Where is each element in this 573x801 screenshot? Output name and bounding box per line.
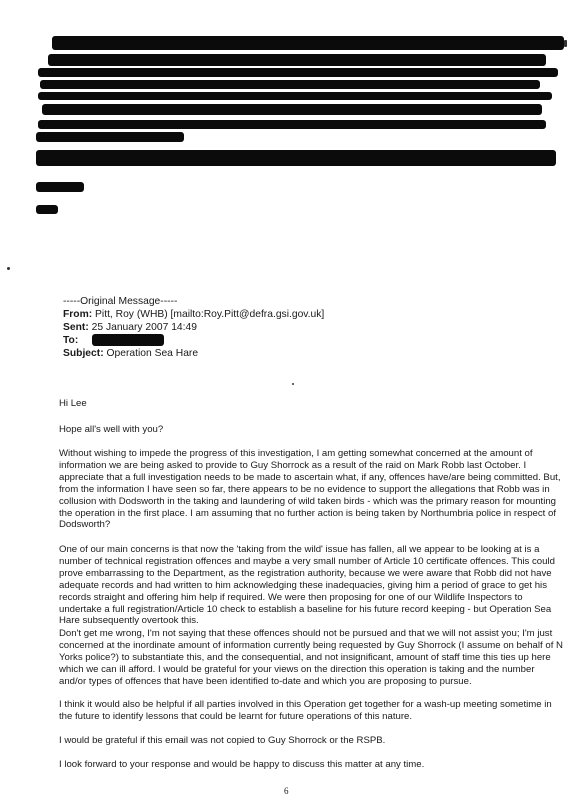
hope-line: Hope all's well with you? [59,424,164,435]
redaction-bar [52,36,564,50]
paragraph-4: I think it would also be helpful if all parties involved in this Operation get together for a wash-up meeting sometime in the future to identify lessons that could be learnt for future operations of this nature. [59,699,552,722]
redaction-bar [40,80,540,89]
redaction-bar [38,120,546,129]
scan-speck [292,383,294,385]
paragraph-3: Don't get me wrong, I'm not saying that these offences should not be pursued and that we will not assist you; I'm just concerned at the inordinate amount of information currently being requested by Guy Shorrock (I assume on behalf of N Yorks police?) to substantiate this, and the consequential, and not insignificant, amount of staff time this ties up here which we can ill afford. I would be grateful for your views on the direction this operation is taking and the number and/or types of offences that have been identified to-date and which you are proposing to pursue. [59,628,563,687]
redaction-bar [36,182,84,192]
redaction-bar [38,68,558,77]
from-label: From: [63,309,93,320]
subject-line [63,347,198,360]
scan-speck [7,267,10,270]
paragraph-6: I look forward to your response and would be happy to discuss this matter at any time. [59,759,425,770]
redaction-bar [36,205,58,214]
sent-label: Sent: [63,322,89,333]
to-redaction [92,334,164,346]
paragraph-1: Without wishing to impede the progress of this investigation, I am getting somewhat concerned at the amount of information we are being asked to provide to Guy Shorrock as a result of the raid on Mark Robb last October. I appreciate that a full investigation needs to be made to ascertain what, if any, offences have/are being committed. But, from the information I have seen so far, there appears to be no evidence to support the allegations that Robb was in collusion with Dodsworth in the taking and laundering of wild taken birds - which was the primary reason for mounting the operation in the first place. I am assuming that no further action is being taken by Northumbria police in respect of Dodsworth? [59,448,561,531]
redaction-bar [36,132,184,142]
redaction-bar [42,104,542,115]
to-line [63,334,78,347]
sent-value: 25 January 2007 14:49 [91,322,197,333]
from-value: Pitt, Roy (WHB) [mailto:Roy.Pitt@defra.gsi.gov.uk] [95,309,325,320]
redaction-bar [48,54,546,66]
redaction-bar [36,150,556,166]
to-label: To: [63,335,79,346]
redaction-bar [38,92,552,100]
page-number: 6 [284,786,289,796]
original-message-line: -----Original Message----- [63,296,178,307]
sent-line [63,321,197,334]
subject-value: Operation Sea Hare [106,348,199,359]
subject-label: Subject: [63,348,104,359]
from-line [63,308,324,321]
paragraph-2: One of our main concerns is that now the 'taking from the wild' issue has fallen, all we appear to be looking at is a number of technical registration offences and maybe a very small number of Article 10 certificate offences. This could prove embarrassing to the Department, as the registration authority, because we were aware that Robb did not have adequate records and had written to him acknowledging these inadequacies, giving him a period of grace to get his records straight and offering him help if required. We were then proposing for one of our Wildlife Inspectors to undertake a full registration/Article 10 check to establish a baseline for his future record keeping - but Operation Sea Hare subsequently overtook this. [59,544,555,627]
scan-speck [564,40,567,47]
paragraph-5: I would be grateful if this email was not copied to Guy Shorrock or the RSPB. [59,735,386,746]
greeting: Hi Lee [59,398,87,409]
